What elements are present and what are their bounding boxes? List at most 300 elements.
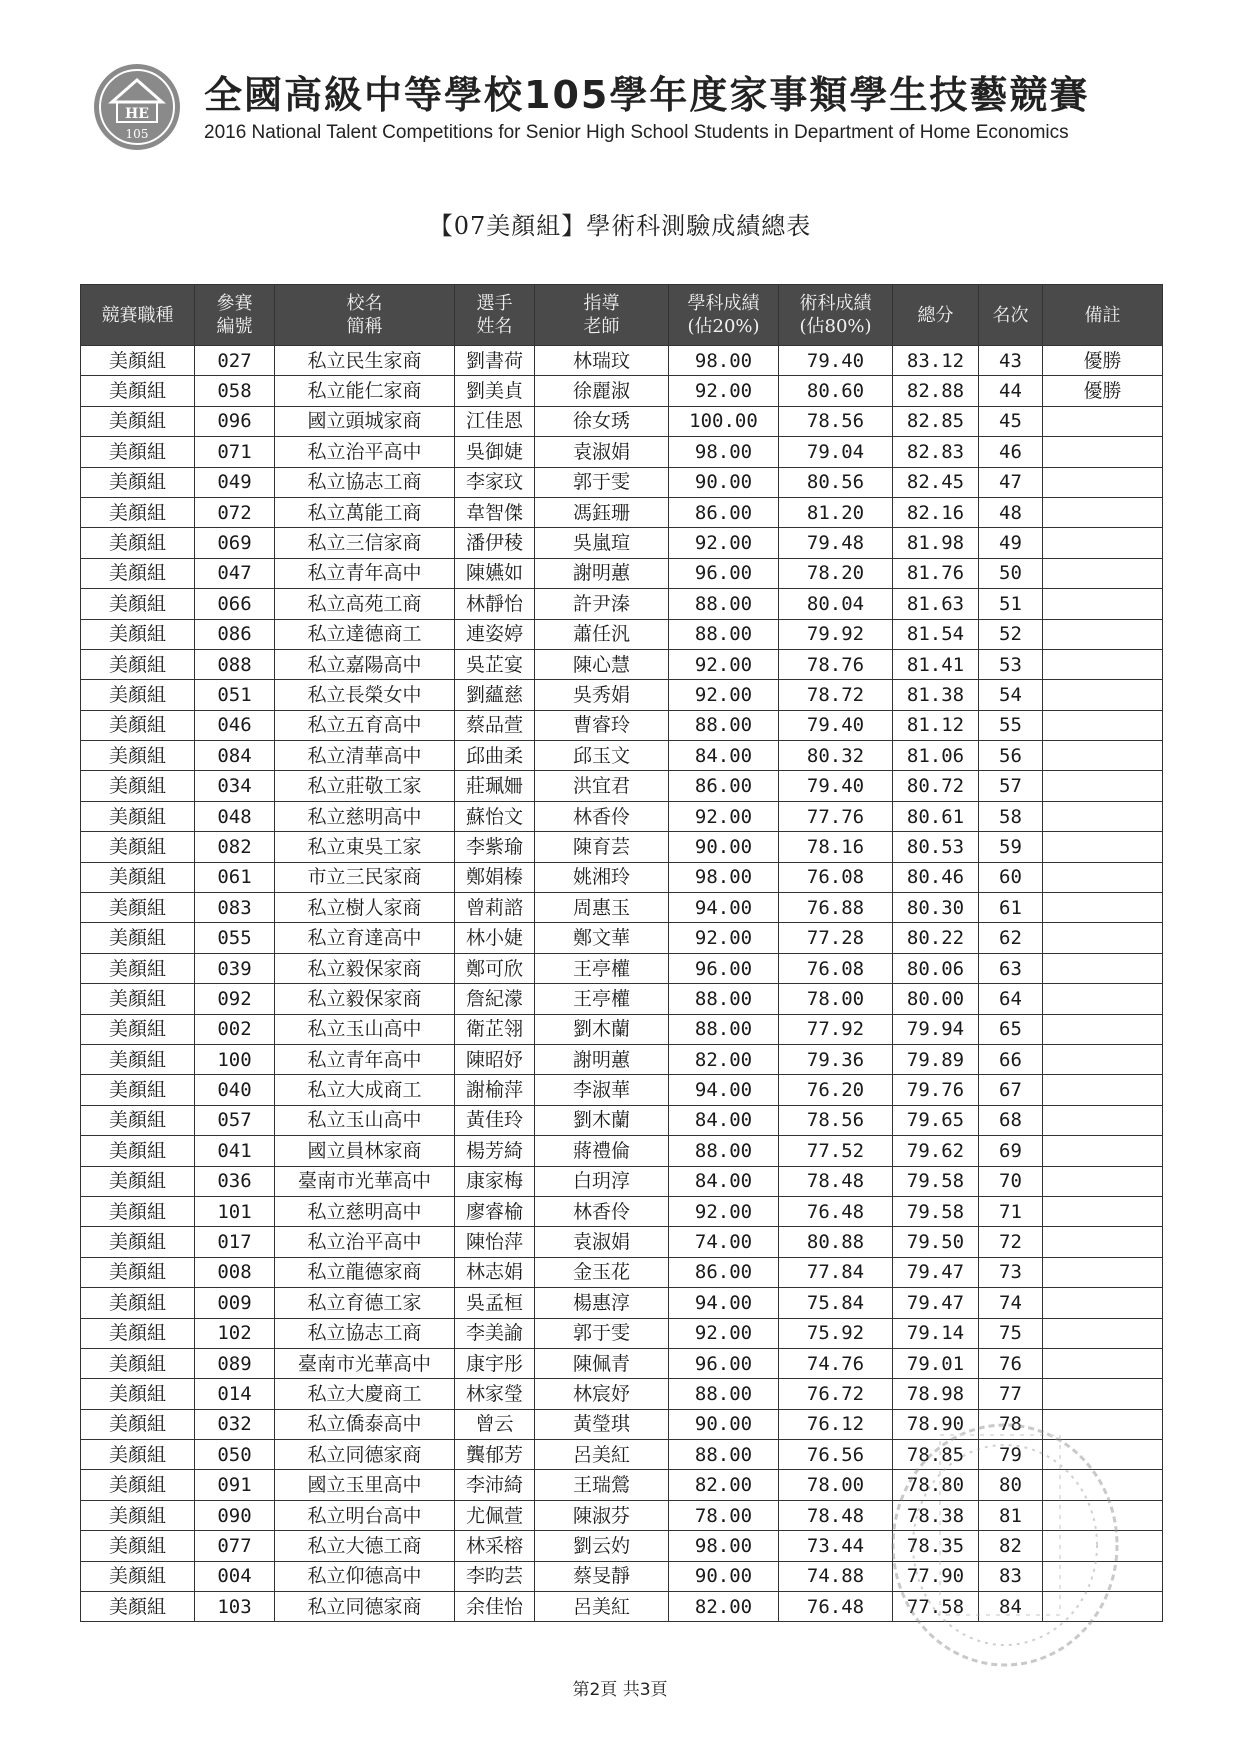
table-cell: 96.00 [669,1348,779,1378]
competition-logo [92,62,182,152]
table-cell: 82.00 [669,1470,779,1500]
table-cell: 謝明蕙 [535,1044,669,1074]
table-cell: 黃瑩琪 [535,1409,669,1439]
table-cell: 92.00 [669,680,779,710]
table-cell: 美顏組 [81,1014,195,1044]
table-cell: 86.00 [669,1257,779,1287]
table-cell: 美顏組 [81,1561,195,1591]
column-header-text: 編號 [216,316,253,337]
table-cell [1043,1014,1163,1044]
table-cell: 80.00 [893,984,979,1014]
table-cell: 78.16 [779,832,893,862]
table-cell: 美顏組 [81,893,195,923]
table-cell: 林采榕 [455,1531,535,1561]
table-cell: 049 [195,467,275,497]
table-cell: 92.00 [669,376,779,406]
table-cell: 私立三信家商 [275,528,455,558]
table-cell: 76.48 [779,1196,893,1226]
table-cell: 61 [979,893,1043,923]
table-cell: 鄭文華 [535,923,669,953]
table-cell: 79.36 [779,1044,893,1074]
table-cell: 79.40 [779,710,893,740]
table-cell [1043,1075,1163,1105]
table-cell: 私立嘉陽高中 [275,649,455,679]
table-row [81,467,1163,497]
table-cell: 曾莉諮 [455,893,535,923]
table-cell: 92.00 [669,801,779,831]
table-cell: 79.92 [779,619,893,649]
table-row [81,832,1163,862]
table-row [81,528,1163,558]
title-english: 2016 National Talent Competitions for Senior High School Students in Department of Home Economics [204,122,1069,143]
table-cell: 康宇彤 [455,1348,535,1378]
table-row [81,801,1163,831]
table-row [81,893,1163,923]
table-cell: 79.40 [779,346,893,376]
table-cell: 詹紀濛 [455,984,535,1014]
table-cell: 美顏組 [81,497,195,527]
table-row [81,406,1163,436]
table-row [81,558,1163,588]
table-cell: 77.76 [779,801,893,831]
table-row [81,1075,1163,1105]
table-row [81,1014,1163,1044]
table-cell: 083 [195,893,275,923]
table-cell: 江佳恩 [455,406,535,436]
column-header [455,285,535,346]
table-cell: 私立長榮女中 [275,680,455,710]
table-cell: 72 [979,1227,1043,1257]
table-cell: 039 [195,953,275,983]
table-cell: 金玉花 [535,1257,669,1287]
table-cell [1043,953,1163,983]
table-cell: 90.00 [669,1409,779,1439]
table-cell: 郭于雯 [535,467,669,497]
table-cell: 79.04 [779,437,893,467]
table-row [81,437,1163,467]
table-cell [1043,923,1163,953]
table-row [81,923,1163,953]
table-cell: 092 [195,984,275,1014]
table-row [81,1379,1163,1409]
table-cell: 優勝 [1043,346,1163,376]
table-cell: 88.00 [669,589,779,619]
table-row [81,1592,1163,1622]
column-header-text: 老師 [583,316,620,337]
table-cell [1043,467,1163,497]
table-row [81,497,1163,527]
table-cell: 美顏組 [81,437,195,467]
table-cell: 47 [979,467,1043,497]
table-cell: 77.52 [779,1136,893,1166]
table-cell: 美顏組 [81,1348,195,1378]
table-cell: 白玥淳 [535,1166,669,1196]
table-cell: 李昀芸 [455,1561,535,1591]
table-cell: 79.01 [893,1348,979,1378]
table-row [81,376,1163,406]
table-header-row [81,285,1163,346]
table-cell: 81.63 [893,589,979,619]
table-cell: 私立民生家商 [275,346,455,376]
table-row [81,1500,1163,1530]
table-cell [1043,1318,1163,1348]
table-cell: 美顏組 [81,558,195,588]
table-cell: 81.38 [893,680,979,710]
table-cell: 美顏組 [81,1166,195,1196]
column-header [1043,285,1163,346]
table-cell: 私立大慶商工 [275,1379,455,1409]
table-cell: 徐女琇 [535,406,669,436]
table-cell: 81 [979,1500,1043,1530]
table-cell: 私立慈明高中 [275,801,455,831]
table-cell: 78.00 [779,1470,893,1500]
table-cell: 美顏組 [81,619,195,649]
table-cell: 88.00 [669,1136,779,1166]
table-cell: 51 [979,589,1043,619]
table-cell: 美顏組 [81,1136,195,1166]
table-cell: 劉云妁 [535,1531,669,1561]
table-cell: 74.00 [669,1227,779,1257]
table-cell: 私立毅保家商 [275,953,455,983]
table-cell [1043,801,1163,831]
table-cell: 78.76 [779,649,893,679]
score-table [80,284,1163,1622]
table-cell: 79.94 [893,1014,979,1044]
table-cell: 美顏組 [81,467,195,497]
table-cell: 私立毅保家商 [275,984,455,1014]
table-cell: 046 [195,710,275,740]
table-cell: 79 [979,1440,1043,1470]
table-cell: 66 [979,1044,1043,1074]
table-cell: 78.38 [893,1500,979,1530]
table-cell: 98.00 [669,346,779,376]
table-cell: 美顏組 [81,1105,195,1135]
table-cell: 袁淑娟 [535,437,669,467]
table-cell [1043,680,1163,710]
table-cell: 066 [195,589,275,619]
table-cell: 055 [195,923,275,953]
table-cell: 81.54 [893,619,979,649]
table-row [81,1470,1163,1500]
table-cell: 吳孟桓 [455,1288,535,1318]
table-cell: 77.90 [893,1561,979,1591]
table-cell: 78.00 [669,1500,779,1530]
column-header-text: 校名 [346,293,383,314]
table-cell: 私立達德商工 [275,619,455,649]
table-cell: 78.85 [893,1440,979,1470]
table-cell: 81.12 [893,710,979,740]
table-cell: 私立青年高中 [275,1044,455,1074]
table-cell: 尤佩萱 [455,1500,535,1530]
table-cell: 84.00 [669,741,779,771]
table-cell: 曾云 [455,1409,535,1439]
table-cell: 75.92 [779,1318,893,1348]
table-cell: 吳芷宴 [455,649,535,679]
table-cell: 81.41 [893,649,979,679]
table-cell: 79.40 [779,771,893,801]
table-cell: 周惠玉 [535,893,669,923]
table-cell: 陳育芸 [535,832,669,862]
table-cell: 馮鈺珊 [535,497,669,527]
table-cell: 王亭權 [535,953,669,983]
column-header-text: 選手 [476,293,513,314]
table-cell [1043,1500,1163,1530]
table-cell: 蔡品萱 [455,710,535,740]
table-cell [1043,984,1163,1014]
table-cell: 私立育達高中 [275,923,455,953]
table-row [81,1166,1163,1196]
table-row [81,346,1163,376]
title-chinese: 全國高級中等學校105學年度家事類學生技藝競賽 [204,73,1090,117]
table-cell: 79.58 [893,1196,979,1226]
table-cell: 廖睿榆 [455,1196,535,1226]
table-cell: 79.50 [893,1227,979,1257]
table-cell: 76.08 [779,862,893,892]
table-cell: 美顏組 [81,984,195,1014]
column-header-text: 總分 [917,304,954,326]
table-cell: 楊芳綺 [455,1136,535,1166]
table-cell: 80 [979,1470,1043,1500]
page-footer: 第2頁 共3頁 [572,1680,668,1700]
table-cell: 私立協志工商 [275,1318,455,1348]
table-cell: 許尹溱 [535,589,669,619]
table-cell: 78.56 [779,1105,893,1135]
table-row [81,1288,1163,1318]
table-cell: 54 [979,680,1043,710]
table-cell: 私立莊敬工家 [275,771,455,801]
table-cell: 103 [195,1592,275,1622]
table-cell: 80.53 [893,832,979,862]
table-cell: 78.80 [893,1470,979,1500]
table-cell [1043,1257,1163,1287]
table-cell: 美顏組 [81,589,195,619]
table-cell: 姚湘玲 [535,862,669,892]
column-header-text: 競賽職種 [101,304,174,326]
table-cell: 051 [195,680,275,710]
table-cell: 79.76 [893,1075,979,1105]
table-cell: 79.62 [893,1136,979,1166]
table-cell: 劉美貞 [455,376,535,406]
table-cell: 美顏組 [81,1044,195,1074]
table-cell: 邱曲柔 [455,741,535,771]
table-cell: 92.00 [669,649,779,679]
table-cell: 058 [195,376,275,406]
table-cell: 79.48 [779,528,893,558]
table-cell: 92.00 [669,528,779,558]
table-cell [1043,437,1163,467]
table-cell: 私立育德工家 [275,1288,455,1318]
table-cell: 100.00 [669,406,779,436]
table-cell: 國立員林家商 [275,1136,455,1166]
table-cell: 014 [195,1379,275,1409]
table-cell: 82.16 [893,497,979,527]
table-cell: 美顏組 [81,346,195,376]
table-cell: 43 [979,346,1043,376]
table-cell: 63 [979,953,1043,983]
table-cell: 048 [195,801,275,831]
table-cell: 77.28 [779,923,893,953]
table-cell: 057 [195,1105,275,1135]
table-cell: 80.30 [893,893,979,923]
table-cell: 040 [195,1075,275,1105]
table-cell [1043,862,1163,892]
table-cell: 88.00 [669,1014,779,1044]
table-cell: 73 [979,1257,1043,1287]
column-header-text: 參賽 [216,293,253,314]
table-cell: 臺南市光華高中 [275,1348,455,1378]
table-cell: 57 [979,771,1043,801]
table-cell: 國立玉里高中 [275,1470,455,1500]
logo-letters: HE [125,106,149,122]
column-header [979,285,1043,346]
table-cell: 楊惠淳 [535,1288,669,1318]
table-cell: 65 [979,1014,1043,1044]
table-cell [1043,1105,1163,1135]
table-cell: 邱玉文 [535,741,669,771]
table-cell: 美顏組 [81,1409,195,1439]
table-cell: 74.88 [779,1561,893,1591]
table-cell: 84.00 [669,1105,779,1135]
table-cell [1043,649,1163,679]
table-cell [1043,1227,1163,1257]
table-title: 【07美顏組】學術科測驗成績總表 [428,212,812,240]
table-cell: 102 [195,1318,275,1348]
table-cell: 美顏組 [81,1288,195,1318]
table-cell: 79.47 [893,1257,979,1287]
table-row [81,1136,1163,1166]
column-header [669,285,779,346]
table-cell: 王瑞鶯 [535,1470,669,1500]
table-cell: 李紫瑜 [455,832,535,862]
table-cell: 94.00 [669,1288,779,1318]
table-cell: 009 [195,1288,275,1318]
table-cell: 蕭任汎 [535,619,669,649]
table-cell: 027 [195,346,275,376]
table-cell: 美顏組 [81,741,195,771]
table-cell: 黃佳玲 [455,1105,535,1135]
table-row [81,619,1163,649]
table-cell: 82.85 [893,406,979,436]
table-cell: 蘇怡文 [455,801,535,831]
table-cell: 私立萬能工商 [275,497,455,527]
table-cell: 98.00 [669,1531,779,1561]
column-header-text: (佔80%) [799,316,872,337]
table-cell: 78.48 [779,1500,893,1530]
table-cell: 82 [979,1531,1043,1561]
table-row [81,710,1163,740]
table-cell: 蔡旻靜 [535,1561,669,1591]
table-cell: 林瑞玟 [535,346,669,376]
table-cell: 王亭權 [535,984,669,1014]
table-cell: 謝榆萍 [455,1075,535,1105]
table-row [81,1561,1163,1591]
table-cell: 76 [979,1348,1043,1378]
table-cell: 077 [195,1531,275,1561]
table-cell: 92.00 [669,1196,779,1226]
table-cell [1043,1409,1163,1439]
table-cell: 呂美紅 [535,1592,669,1622]
table-cell [1043,741,1163,771]
table-cell: 陳佩青 [535,1348,669,1378]
table-cell: 46 [979,437,1043,467]
table-cell: 81.06 [893,741,979,771]
table-cell: 私立大成商工 [275,1075,455,1105]
table-cell: 76.48 [779,1592,893,1622]
table-cell: 73.44 [779,1531,893,1561]
table-cell: 美顏組 [81,680,195,710]
table-cell: 美顏組 [81,1257,195,1287]
table-cell: 陳嬿如 [455,558,535,588]
column-header [195,285,275,346]
table-cell [1043,893,1163,923]
column-header-text: 簡稱 [346,316,383,337]
table-cell: 101 [195,1196,275,1226]
table-cell: 80.22 [893,923,979,953]
table-cell: 衛芷翎 [455,1014,535,1044]
table-cell: 56 [979,741,1043,771]
table-cell: 78.90 [893,1409,979,1439]
table-cell: 私立玉山高中 [275,1014,455,1044]
table-cell: 美顏組 [81,1592,195,1622]
table-cell: 88.00 [669,1440,779,1470]
table-cell: 072 [195,497,275,527]
column-header-text: 姓名 [476,316,513,337]
table-cell: 80.60 [779,376,893,406]
table-cell: 92.00 [669,1318,779,1348]
table-cell [1043,832,1163,862]
table-cell: 龔郁芳 [455,1440,535,1470]
table-cell: 私立能仁家商 [275,376,455,406]
table-cell [1043,589,1163,619]
table-cell: 49 [979,528,1043,558]
table-cell: 78.20 [779,558,893,588]
table-cell: 084 [195,741,275,771]
table-cell: 94.00 [669,1075,779,1105]
table-cell: 76.56 [779,1440,893,1470]
table-row [81,1318,1163,1348]
table-cell: 082 [195,832,275,862]
table-cell: 76.72 [779,1379,893,1409]
table-cell: 美顏組 [81,1318,195,1348]
table-cell: 88.00 [669,619,779,649]
table-cell: 私立大德工商 [275,1531,455,1561]
table-cell: 70 [979,1166,1043,1196]
table-cell: 美顏組 [81,406,195,436]
table-cell: 86.00 [669,771,779,801]
table-cell: 80.61 [893,801,979,831]
table-cell: 優勝 [1043,376,1163,406]
table-cell [1043,710,1163,740]
table-cell: 林靜怡 [455,589,535,619]
table-cell: 美顏組 [81,1440,195,1470]
table-row [81,741,1163,771]
table-cell: 潘伊稜 [455,528,535,558]
table-cell: 88.00 [669,1379,779,1409]
table-cell: 林香伶 [535,801,669,831]
table-cell: 市立三民家商 [275,862,455,892]
table-cell: 90.00 [669,832,779,862]
table-cell: 78.48 [779,1166,893,1196]
table-cell: 71 [979,1196,1043,1226]
table-cell [1043,1470,1163,1500]
table-cell: 78.56 [779,406,893,436]
table-cell [1043,1561,1163,1591]
table-cell: 75 [979,1318,1043,1348]
table-cell: 美顏組 [81,862,195,892]
table-cell: 蔣禮倫 [535,1136,669,1166]
table-cell: 私立慈明高中 [275,1196,455,1226]
table-row [81,589,1163,619]
